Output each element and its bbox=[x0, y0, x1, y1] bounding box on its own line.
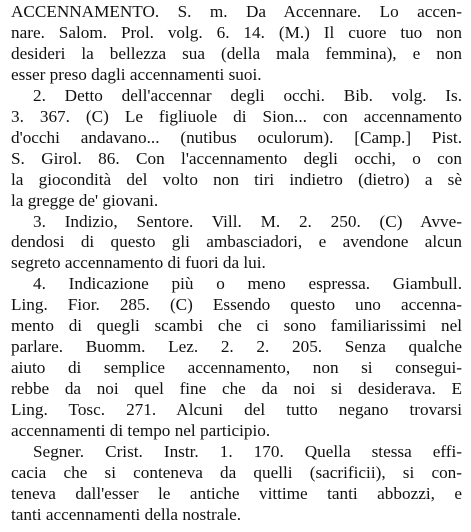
entry-line-1: ACCENNAMENTO. S. m. Da Accennare. Lo accen- bbox=[11, 2, 462, 21]
entry-line-2: nare. Salom. Prol. volg. 6. 14. (M.) Il cuore tuo non bbox=[11, 22, 462, 42]
sense-4-line-8: accennamenti di tempo nel participio. bbox=[11, 421, 271, 441]
sense-3-line-2: dendosi di questo gli ambasciadori, e avendone alcun bbox=[11, 232, 462, 252]
sense-4-line-5: aiuto di semplice accennamento, non si consegui- bbox=[11, 358, 462, 378]
sense-4-line-6: rebbe da noi quel fine che da noi si desiderava. E bbox=[11, 379, 462, 399]
entry-line-3: desideri la bellezza sua (della mala femmina), e non bbox=[11, 43, 462, 63]
sense-2-line-5: la giocondità del volto non tiri indietro (dietro) a sè bbox=[11, 169, 462, 189]
sense-2-line-3: d'occhi andavano... (nutibus oculorum). [Camp.] Pist. bbox=[11, 127, 462, 147]
sense-2-line-2: 3. 367. (C) Le figliuole di Sion... con accennamento bbox=[11, 106, 462, 126]
citation-line-2: cacia che si conteneva da quelli (sacrificii), si con- bbox=[11, 462, 462, 482]
citation-line-1: Segner. Crist. Instr. 1. 170. Quella stessa effi- bbox=[33, 442, 462, 462]
entry-line-4: esser preso dagli accennamenti suoi. bbox=[11, 64, 262, 84]
sense-2-line-1: 2. Detto dell'accennar degli occhi. Bib. volg. Is. bbox=[33, 85, 462, 105]
sense-3-line-1: 3. Indizio, Sentore. Vill. M. 2. 250. (C) Avve- bbox=[33, 211, 462, 231]
citation-line-3: teneva dall'esser le antiche vittime tanti abbozzi, e bbox=[11, 483, 462, 503]
sense-4-line-1: 4. Indicazione più o meno espressa. Giambull. bbox=[33, 274, 462, 294]
citation-line-4: tanti accennamenti della nostrale. bbox=[11, 504, 242, 524]
sense-3-line-3: segreto accennamento di fuori da lui. bbox=[11, 253, 266, 273]
sense-4-line-2: Ling. Fior. 285. (C) Essendo questo uno accenna- bbox=[11, 295, 462, 315]
sense-4-line-7: Ling. Tosc. 271. Alcuni del tutto negano trovarsi bbox=[11, 400, 462, 420]
sense-4-line-3: mento di quegli scambi che ci sono familiarissimi nel bbox=[11, 316, 462, 336]
sense-2-line-4: S. Girol. 86. Con l'accennamento degli occhi, o con bbox=[11, 148, 462, 168]
sense-2-line-6: la gregge de' giovani. bbox=[11, 190, 159, 210]
sense-4-line-4: parlare. Buomm. Lez. 2. 2. 205. Senza qualche bbox=[11, 337, 462, 357]
